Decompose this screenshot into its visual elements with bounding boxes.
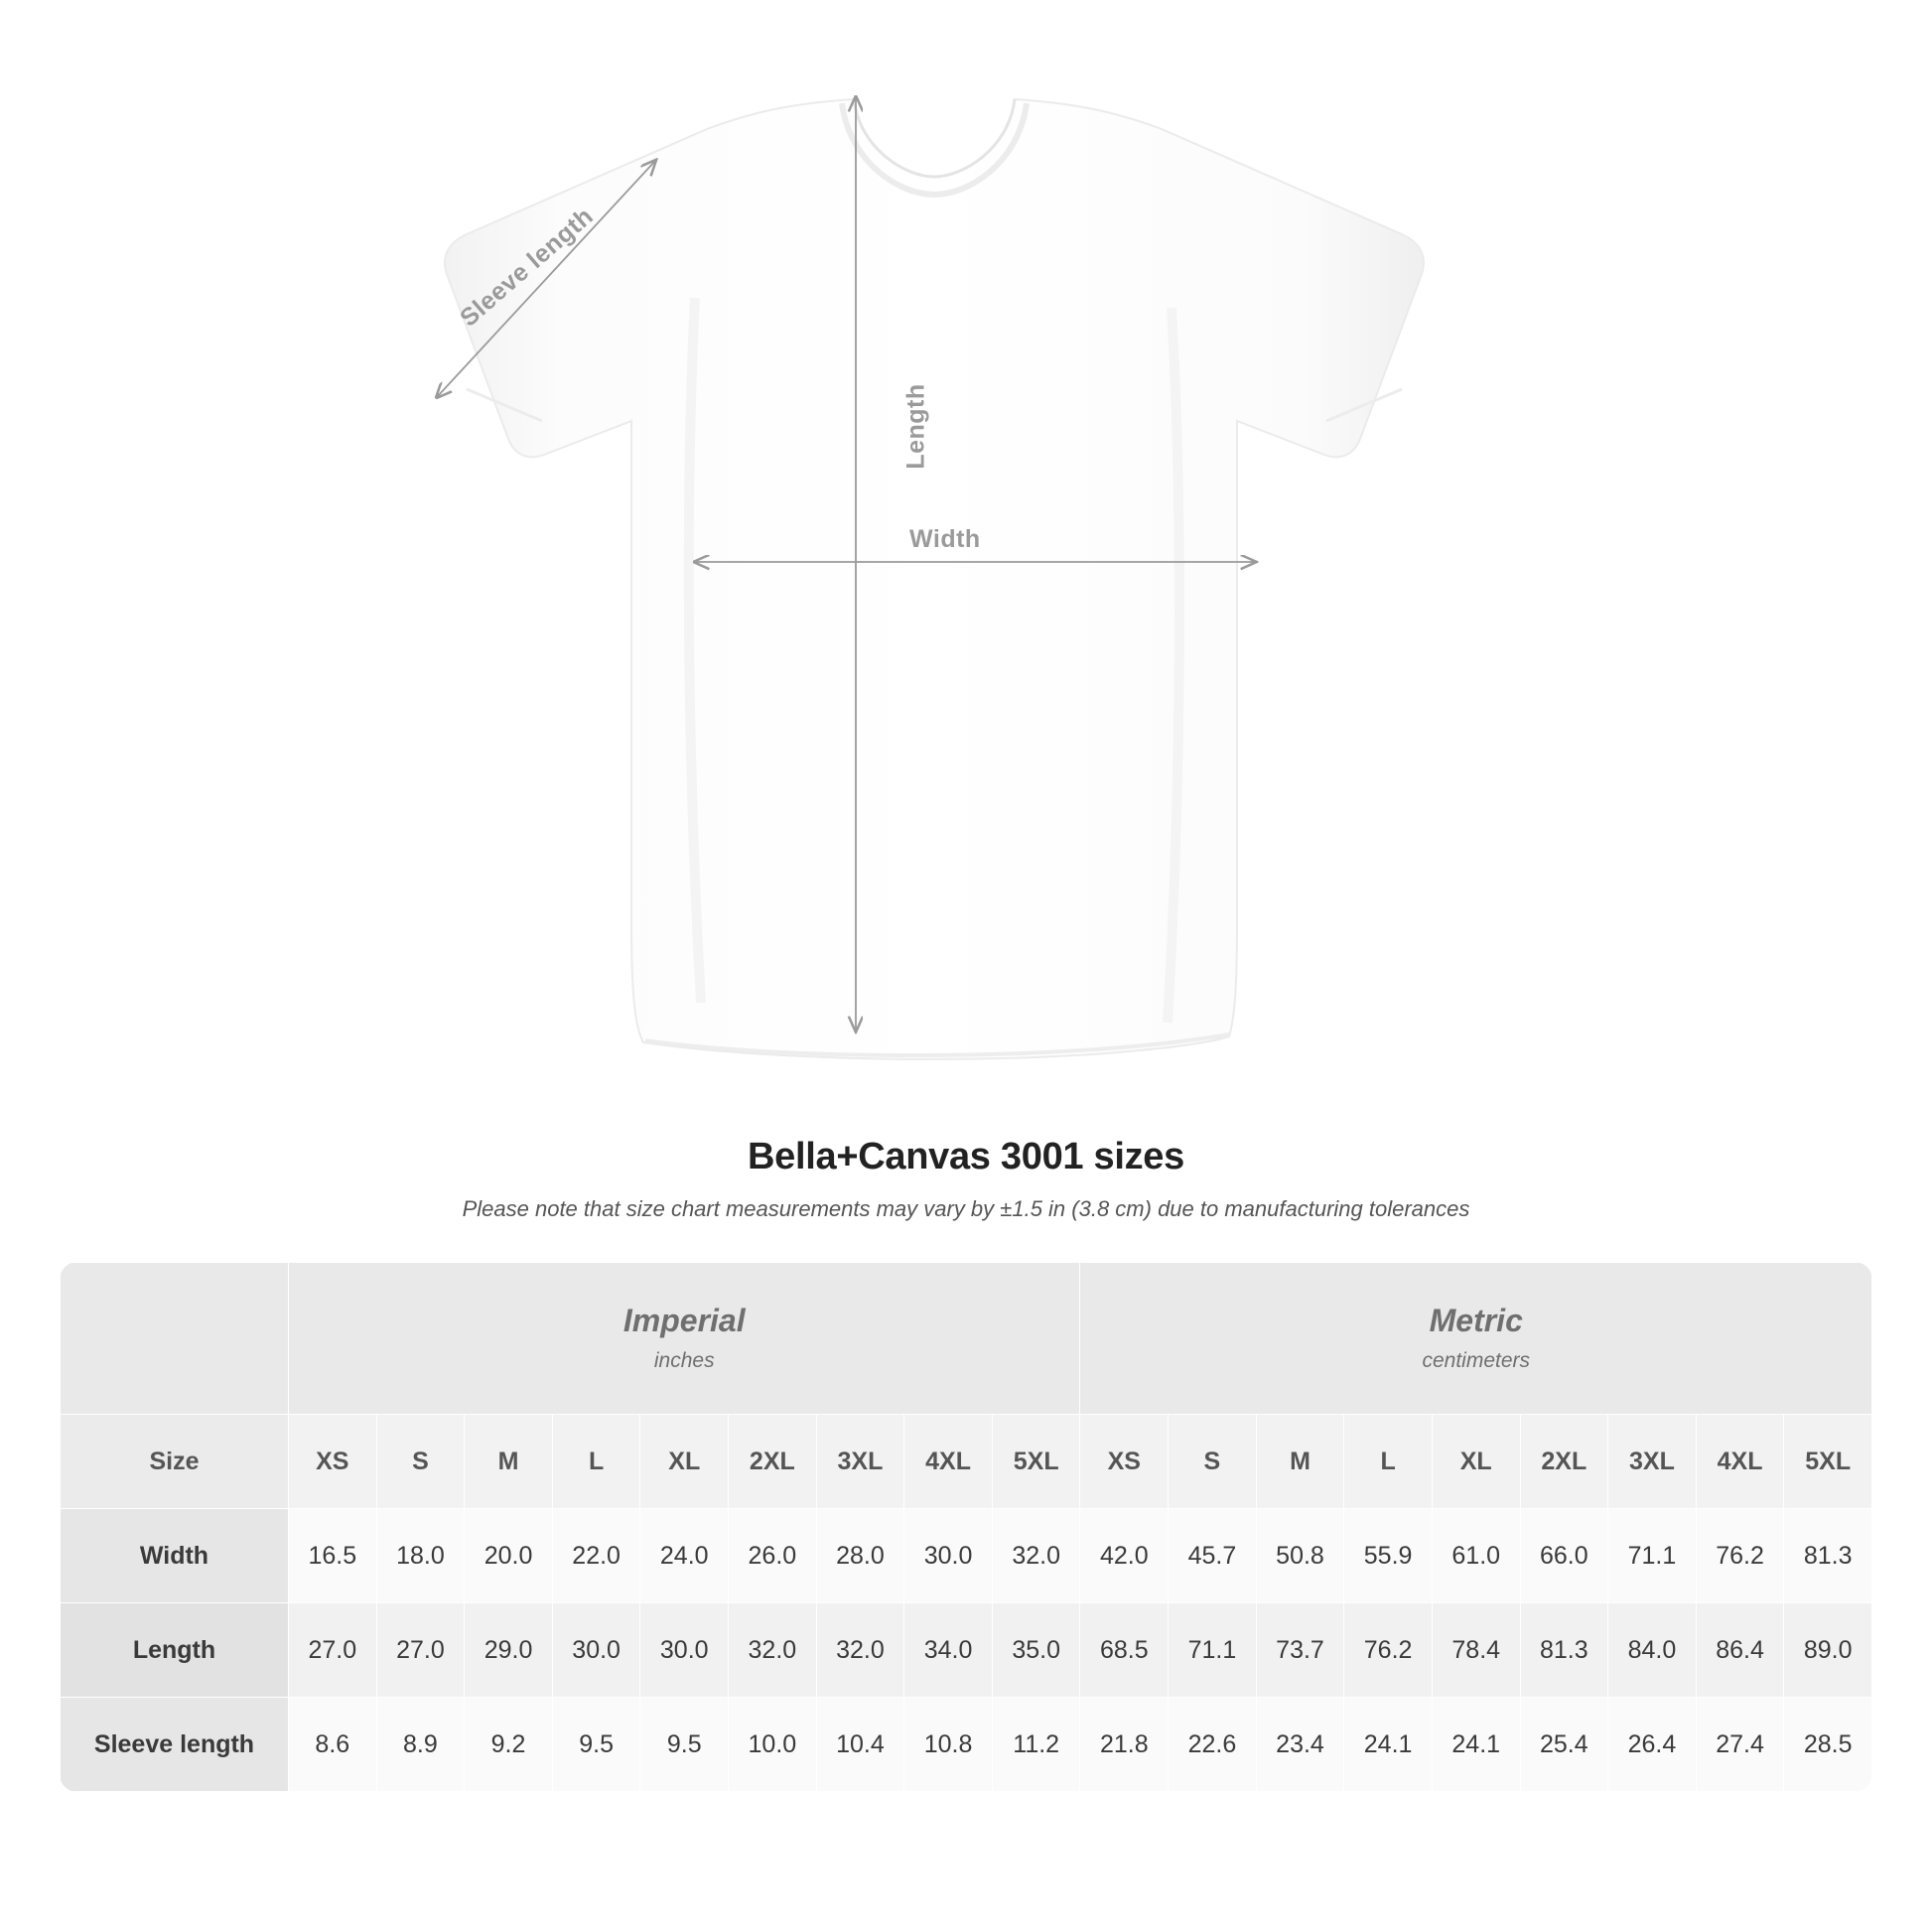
measurement-cell: 27.0	[289, 1603, 377, 1698]
size-header-cell: 2XL	[729, 1415, 817, 1509]
size-header-cell: XS	[1080, 1415, 1169, 1509]
measurement-cell: 27.4	[1696, 1698, 1784, 1792]
size-header-row	[61, 1415, 1872, 1509]
measurement-cell: 30.0	[552, 1603, 640, 1698]
size-header-cell: S	[376, 1415, 465, 1509]
measurement-cell: 32.0	[992, 1509, 1080, 1603]
size-header-cell: 4XL	[1696, 1415, 1784, 1509]
measurement-cell: 42.0	[1080, 1509, 1169, 1603]
measurement-cell: 73.7	[1256, 1603, 1344, 1698]
size-header-cell: 5XL	[1784, 1415, 1872, 1509]
measurement-cell: 78.4	[1432, 1603, 1520, 1698]
row-label: Sleeve length	[61, 1698, 289, 1792]
size-header-cell: 5XL	[992, 1415, 1080, 1509]
length-label: Length	[901, 383, 930, 470]
size-header-cell: XS	[289, 1415, 377, 1509]
unit-name: Metric	[1429, 1303, 1523, 1339]
table-row	[61, 1603, 1872, 1698]
size-header-cell: XL	[1432, 1415, 1520, 1509]
measurement-cell: 68.5	[1080, 1603, 1169, 1698]
measurement-cell: 9.2	[465, 1698, 553, 1792]
measurement-cell: 24.1	[1432, 1698, 1520, 1792]
measurement-cell: 24.0	[640, 1509, 729, 1603]
tshirt-shape	[445, 99, 1424, 1059]
measurement-cell: 45.7	[1169, 1509, 1257, 1603]
size-header-cell: L	[552, 1415, 640, 1509]
measurement-cell: 27.0	[376, 1603, 465, 1698]
measurement-cell: 50.8	[1256, 1509, 1344, 1603]
measurement-cell: 81.3	[1520, 1603, 1608, 1698]
sleeve-length-label: Sleeve length	[455, 202, 599, 333]
measurement-cell: 35.0	[992, 1603, 1080, 1698]
unit-header-imperial	[289, 1263, 1080, 1415]
width-label: Width	[909, 525, 981, 553]
size-header-cell: M	[465, 1415, 553, 1509]
measurement-cell: 32.0	[729, 1603, 817, 1698]
size-table-wrapper	[60, 1262, 1872, 1792]
measurement-cell: 10.4	[816, 1698, 904, 1792]
measurement-cell: 32.0	[816, 1603, 904, 1698]
unit-header-row	[61, 1263, 1872, 1415]
size-header-cell: L	[1344, 1415, 1433, 1509]
measurement-cell: 28.0	[816, 1509, 904, 1603]
unit-header-metric	[1080, 1263, 1872, 1415]
title-block	[0, 1136, 1932, 1222]
page-title: Bella+Canvas 3001 sizes	[748, 1136, 1184, 1177]
row-label: Width	[61, 1509, 289, 1603]
measurement-cell: 84.0	[1608, 1603, 1697, 1698]
measurement-cell: 81.3	[1784, 1509, 1872, 1603]
measurement-cell: 23.4	[1256, 1698, 1344, 1792]
size-header-label: Size	[61, 1415, 289, 1509]
size-header-cell: M	[1256, 1415, 1344, 1509]
measurement-cell: 34.0	[904, 1603, 993, 1698]
measurement-cell: 11.2	[992, 1698, 1080, 1792]
measurement-cell: 18.0	[376, 1509, 465, 1603]
table-row	[61, 1509, 1872, 1603]
measurement-cell: 16.5	[289, 1509, 377, 1603]
measurement-cell: 22.6	[1169, 1698, 1257, 1792]
measurement-cell: 8.6	[289, 1698, 377, 1792]
measurement-cell: 76.2	[1696, 1509, 1784, 1603]
measurement-cell: 61.0	[1432, 1509, 1520, 1603]
measurement-cell: 20.0	[465, 1509, 553, 1603]
row-label: Length	[61, 1603, 289, 1698]
measurement-cell: 24.1	[1344, 1698, 1433, 1792]
size-table	[60, 1262, 1872, 1792]
size-header-cell: S	[1169, 1415, 1257, 1509]
measurement-cell: 8.9	[376, 1698, 465, 1792]
measurement-cell: 26.0	[729, 1509, 817, 1603]
measurement-cell: 22.0	[552, 1509, 640, 1603]
size-header-cell: XL	[640, 1415, 729, 1509]
measurement-cell: 28.5	[1784, 1698, 1872, 1792]
table-corner-cell	[61, 1263, 289, 1415]
measurement-cell: 76.2	[1344, 1603, 1433, 1698]
unit-name: Imperial	[622, 1303, 746, 1339]
measurement-cell: 55.9	[1344, 1509, 1433, 1603]
measurement-cell: 30.0	[904, 1509, 993, 1603]
size-header-cell: 3XL	[816, 1415, 904, 1509]
measurement-cell: 25.4	[1520, 1698, 1608, 1792]
measurement-cell: 21.8	[1080, 1698, 1169, 1792]
measurement-cell: 89.0	[1784, 1603, 1872, 1698]
measurement-cell: 29.0	[465, 1603, 553, 1698]
measurement-cell: 26.4	[1608, 1698, 1697, 1792]
measurement-cell: 10.0	[729, 1698, 817, 1792]
size-header-cell: 2XL	[1520, 1415, 1608, 1509]
measurement-cell: 71.1	[1608, 1509, 1697, 1603]
unit-subtitle: inches	[653, 1348, 715, 1372]
measurement-cell: 9.5	[552, 1698, 640, 1792]
measurement-cell: 66.0	[1520, 1509, 1608, 1603]
measurement-cell: 30.0	[640, 1603, 729, 1698]
size-header-cell: 4XL	[904, 1415, 993, 1509]
measurement-cell: 9.5	[640, 1698, 729, 1792]
table-row	[61, 1698, 1872, 1792]
measurement-cell: 71.1	[1169, 1603, 1257, 1698]
unit-subtitle: centimeters	[1422, 1348, 1531, 1372]
tolerance-note: Please note that size chart measurements may vary by ±1.5 in (3.8 cm) due to manufacturing tolerances	[462, 1196, 1470, 1221]
measurement-cell: 86.4	[1696, 1603, 1784, 1698]
size-header-cell: 3XL	[1608, 1415, 1697, 1509]
measurement-cell: 10.8	[904, 1698, 993, 1792]
